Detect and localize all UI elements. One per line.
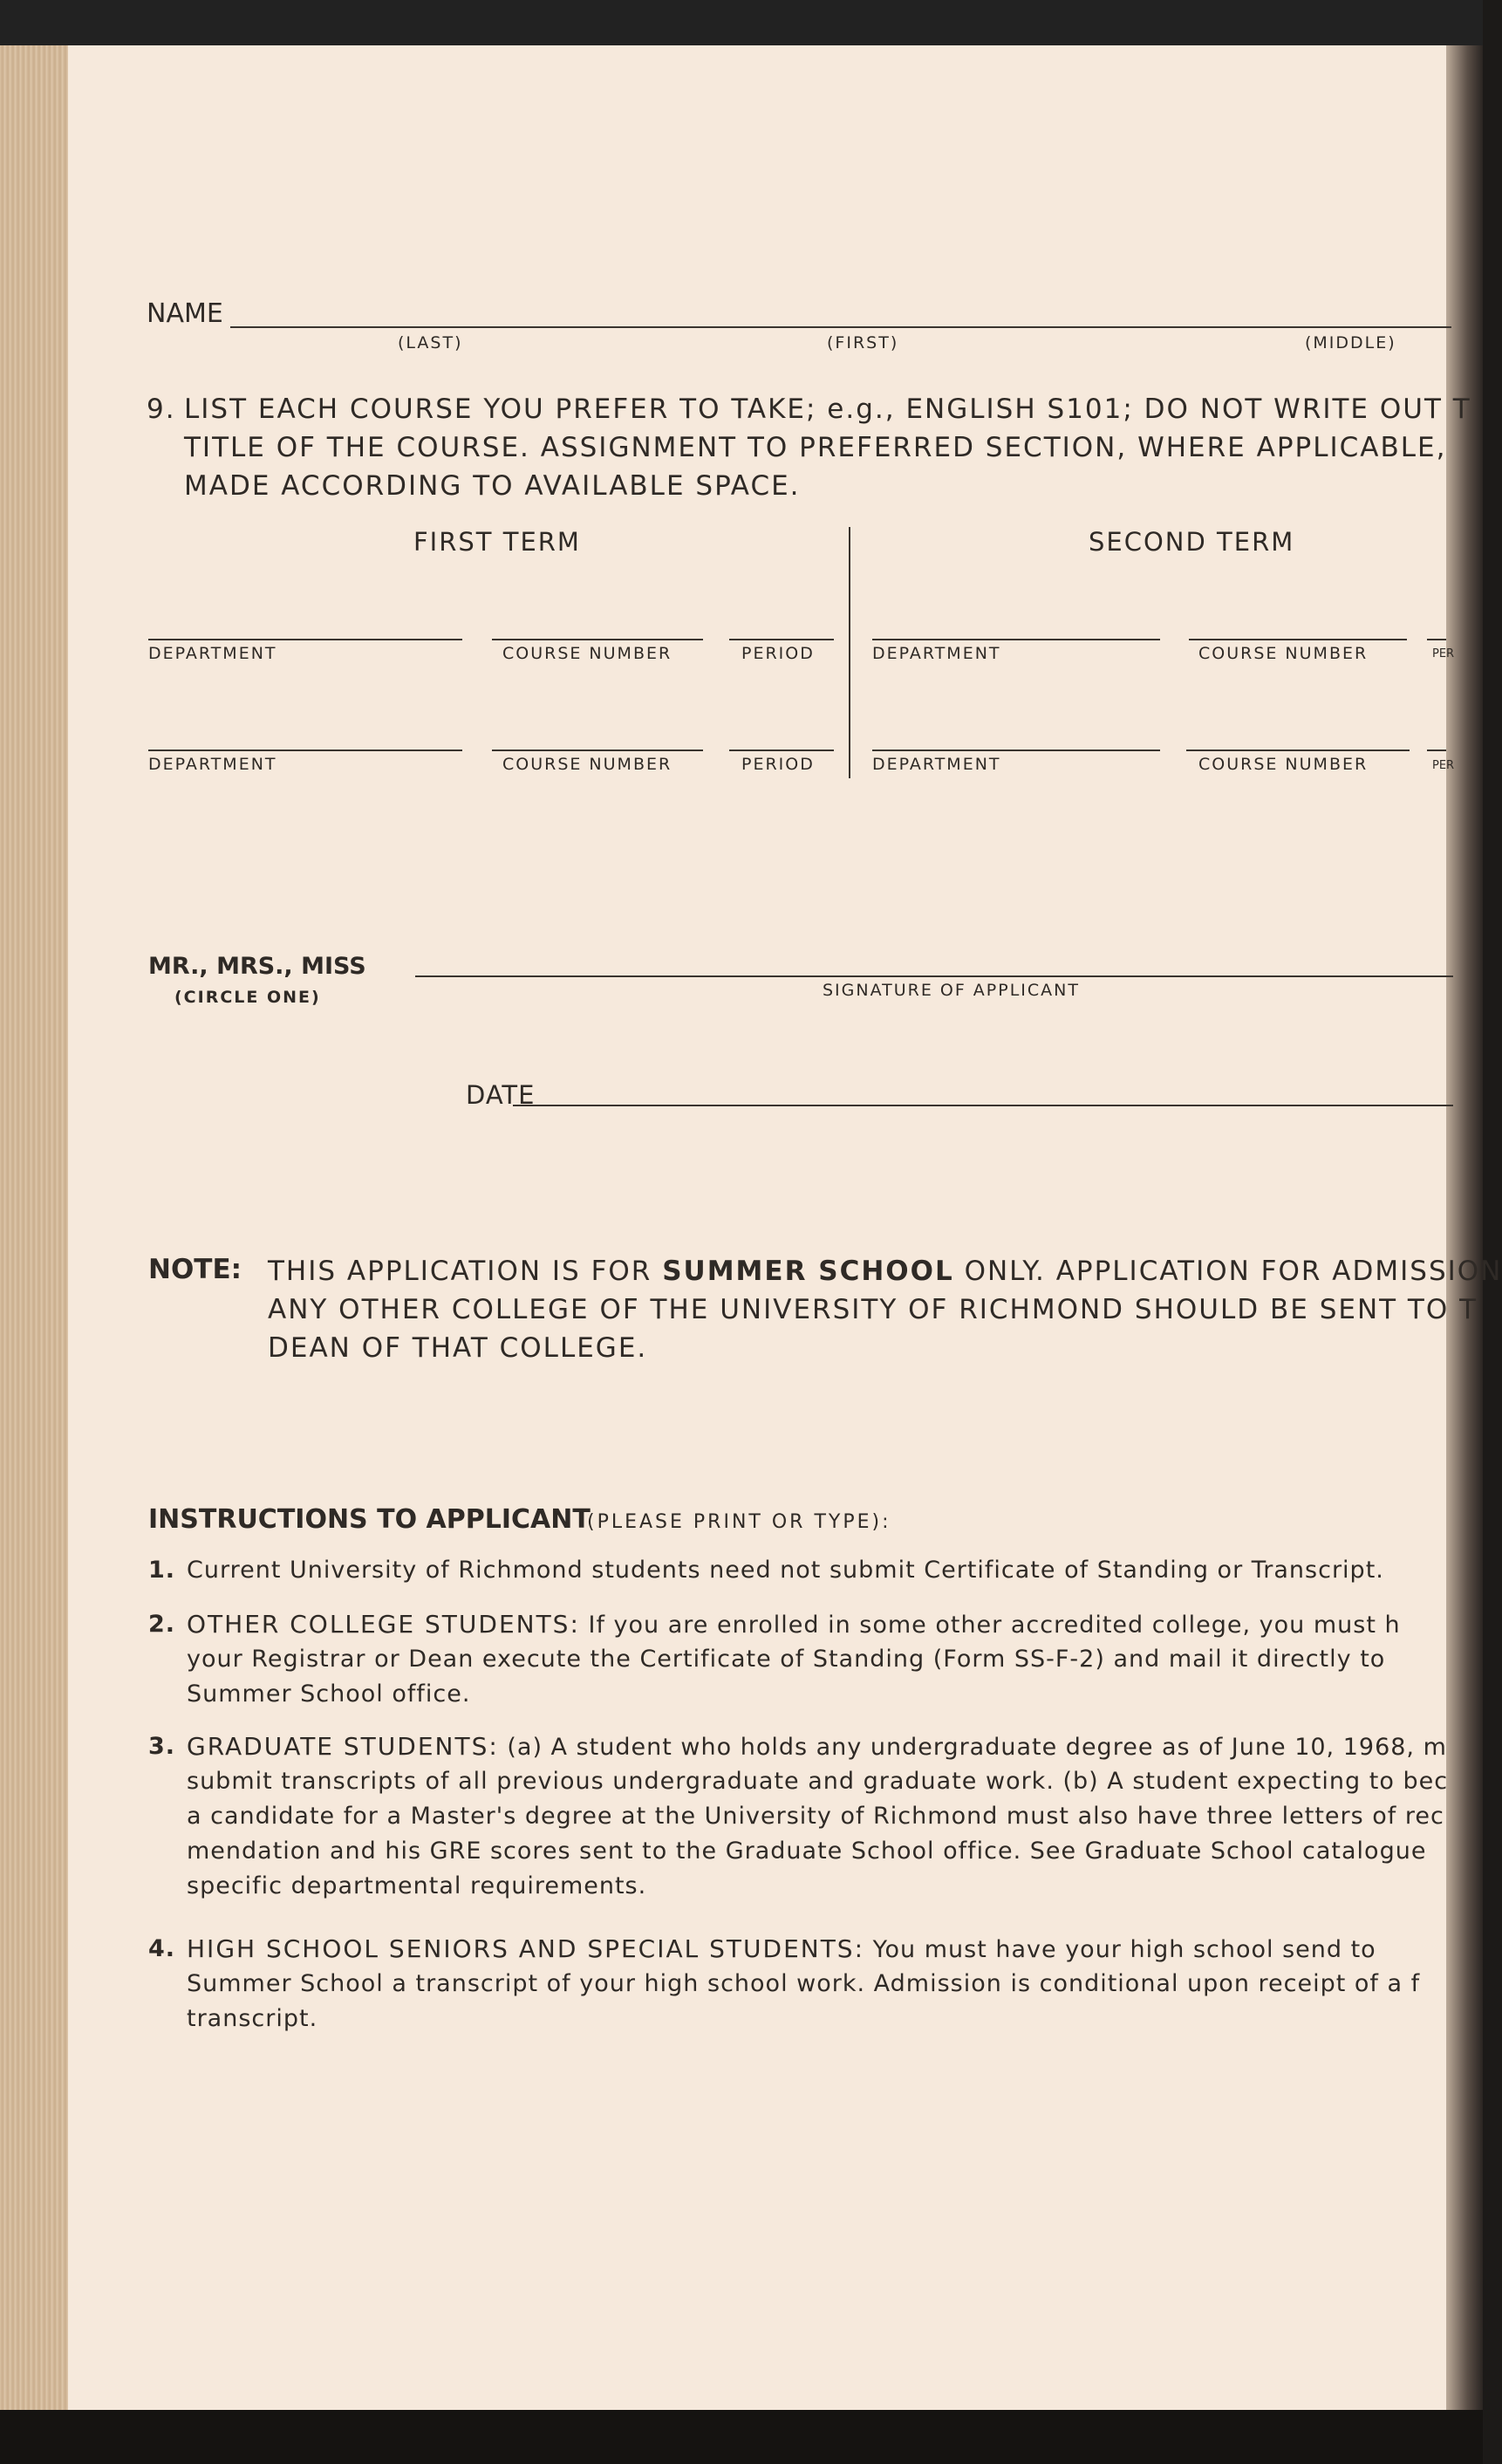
- first-term-course-label-1: COURSE NUMBER: [502, 644, 672, 663]
- second-term-course-line-1: [1189, 639, 1407, 640]
- note-summer-school-emphasis: SUMMER SCHOOL: [662, 1256, 954, 1287]
- instruction-line: [187, 1967, 1420, 2002]
- instruction-text: If you are enrolled in some other accredited college, you must h: [579, 1612, 1401, 1639]
- date-line: [513, 1105, 1453, 1106]
- note-label: NOTE:: [148, 1254, 242, 1285]
- instruction-text: You must have your high school send to: [864, 1936, 1376, 1963]
- first-term-period-line-1: [729, 639, 834, 640]
- item9-line-1: LIST EACH COURSE YOU PREFER TO TAKE; e.g., ENGLISH S101; DO NOT WRITE OUT T: [184, 394, 1471, 425]
- instructions-heading: INSTRUCTIONS TO APPLICANT: [148, 1504, 591, 1535]
- note-line-1-part-c: ONLY. APPLICATION FOR ADMISSION: [953, 1256, 1502, 1287]
- instruction-text: (a) A student who holds any undergraduate degree as of June 10, 1968, m: [498, 1734, 1447, 1761]
- name-label: NAME: [147, 298, 223, 329]
- instructions-subheading: (PLEASE PRINT OR TYPE):: [587, 1511, 891, 1533]
- first-term-dept-line-1: [148, 639, 462, 640]
- instruction-text: transcript.: [187, 2005, 318, 2032]
- instruction-text: Summer School office.: [187, 1680, 471, 1708]
- signature-caption: SIGNATURE OF APPLICANT: [823, 981, 1080, 1000]
- item9-number: 9.: [147, 394, 176, 425]
- instruction-line: [187, 1932, 1376, 1968]
- second-term-dept-label-2: DEPARTMENT: [872, 755, 1001, 774]
- instruction-line: [187, 1642, 1385, 1677]
- second-term-course-line-2: [1186, 749, 1410, 751]
- second-term-period-line-1: [1427, 639, 1446, 640]
- name-first-caption: (FIRST): [827, 333, 899, 352]
- instruction-number: 3.: [148, 1733, 176, 1760]
- note-line-3: DEAN OF THAT COLLEGE.: [268, 1332, 648, 1364]
- name-middle-caption: (MIDDLE): [1305, 333, 1396, 352]
- second-term-dept-line-1: [872, 639, 1160, 640]
- first-term-dept-line-2: [148, 749, 462, 751]
- instruction-lead: GRADUATE STUDENTS:: [187, 1732, 499, 1761]
- instruction-text: specific departmental requirements.: [187, 1872, 647, 1899]
- first-term-dept-label-1: DEPARTMENT: [148, 644, 277, 663]
- first-term-dept-label-2: DEPARTMENT: [148, 755, 277, 774]
- instruction-number: 2.: [148, 1611, 176, 1638]
- instruction-line: [187, 1677, 470, 1712]
- first-term-title: FIRST TERM: [413, 527, 581, 557]
- first-term-period-line-2: [729, 749, 834, 751]
- first-term-course-label-2: COURSE NUMBER: [502, 755, 672, 774]
- second-term-dept-line-2: [872, 749, 1160, 751]
- second-term-period-label-1: PER: [1432, 647, 1455, 660]
- second-term-course-label-2: COURSE NUMBER: [1198, 755, 1369, 774]
- instruction-line: [187, 1869, 646, 1904]
- instruction-number: 1.: [148, 1557, 176, 1584]
- scanner-bottom-border: [0, 2410, 1483, 2464]
- name-line: [230, 326, 1451, 328]
- scanner-top-border: [0, 0, 1483, 45]
- instruction-line: [187, 1607, 1401, 1643]
- instruction-line: [187, 1729, 1447, 1765]
- instruction-text: mendation and his GRE scores sent to the Graduate School office. See Graduate School catalogue: [187, 1838, 1427, 1865]
- first-term-course-line-1: [492, 639, 703, 640]
- item9-line-3: MADE ACCORDING TO AVAILABLE SPACE.: [184, 470, 801, 502]
- name-last-caption: (LAST): [398, 333, 463, 352]
- instruction-line: [187, 1553, 1384, 1588]
- instruction-line: [187, 2002, 317, 2036]
- instruction-text: Summer School a transcript of your high school work. Admission is conditional upon receipt of a f: [187, 1970, 1421, 1997]
- instruction-line: [187, 1834, 1426, 1869]
- instruction-lead: OTHER COLLEGE STUDENTS:: [187, 1610, 580, 1639]
- circle-one-caption: (CIRCLE ONE): [174, 988, 321, 1007]
- salutation-label: MR., MRS., MISS: [148, 953, 366, 980]
- first-term-period-label-2: PERIOD: [741, 755, 815, 774]
- instruction-text: a candidate for a Master's degree at the University of Richmond must also have three letters of rec: [187, 1803, 1444, 1830]
- book-page-edges: [0, 45, 70, 2410]
- second-term-course-label-1: COURSE NUMBER: [1198, 644, 1369, 663]
- note-line-2: ANY OTHER COLLEGE OF THE UNIVERSITY OF RICHMOND SHOULD BE SENT TO T: [268, 1294, 1478, 1325]
- instruction-lead: HIGH SCHOOL SENIORS AND SPECIAL STUDENTS:: [187, 1934, 865, 1963]
- item9-line-2: TITLE OF THE COURSE. ASSIGNMENT TO PREFERRED SECTION, WHERE APPLICABLE,: [184, 432, 1447, 463]
- first-term-period-label-1: PERIOD: [741, 644, 815, 663]
- instruction-number: 4.: [148, 1935, 176, 1962]
- date-label: DATE: [466, 1080, 536, 1110]
- second-term-dept-label-1: DEPARTMENT: [872, 644, 1001, 663]
- signature-line: [415, 975, 1453, 977]
- second-term-title: SECOND TERM: [1089, 527, 1295, 557]
- first-term-course-line-2: [492, 749, 703, 751]
- note-line-1: [268, 1252, 1502, 1290]
- instruction-line: [187, 1764, 1448, 1799]
- term-divider: [849, 527, 850, 778]
- instruction-line: [187, 1799, 1444, 1834]
- form-page: [68, 45, 1502, 2410]
- second-term-period-label-2: PER: [1432, 759, 1455, 772]
- second-term-period-line-2: [1427, 749, 1446, 751]
- instruction-text: your Registrar or Dean execute the Certificate of Standing (Form SS-F-2) and mail it directly to: [187, 1646, 1386, 1673]
- instruction-text: submit transcripts of all previous undergraduate and graduate work. (b) A student expecting to bec: [187, 1768, 1449, 1795]
- note-line-1-part-a: THIS APPLICATION IS FOR: [268, 1256, 663, 1287]
- instruction-text: Current University of Richmond students need not submit Certificate of Standing or Transcript.: [187, 1557, 1384, 1584]
